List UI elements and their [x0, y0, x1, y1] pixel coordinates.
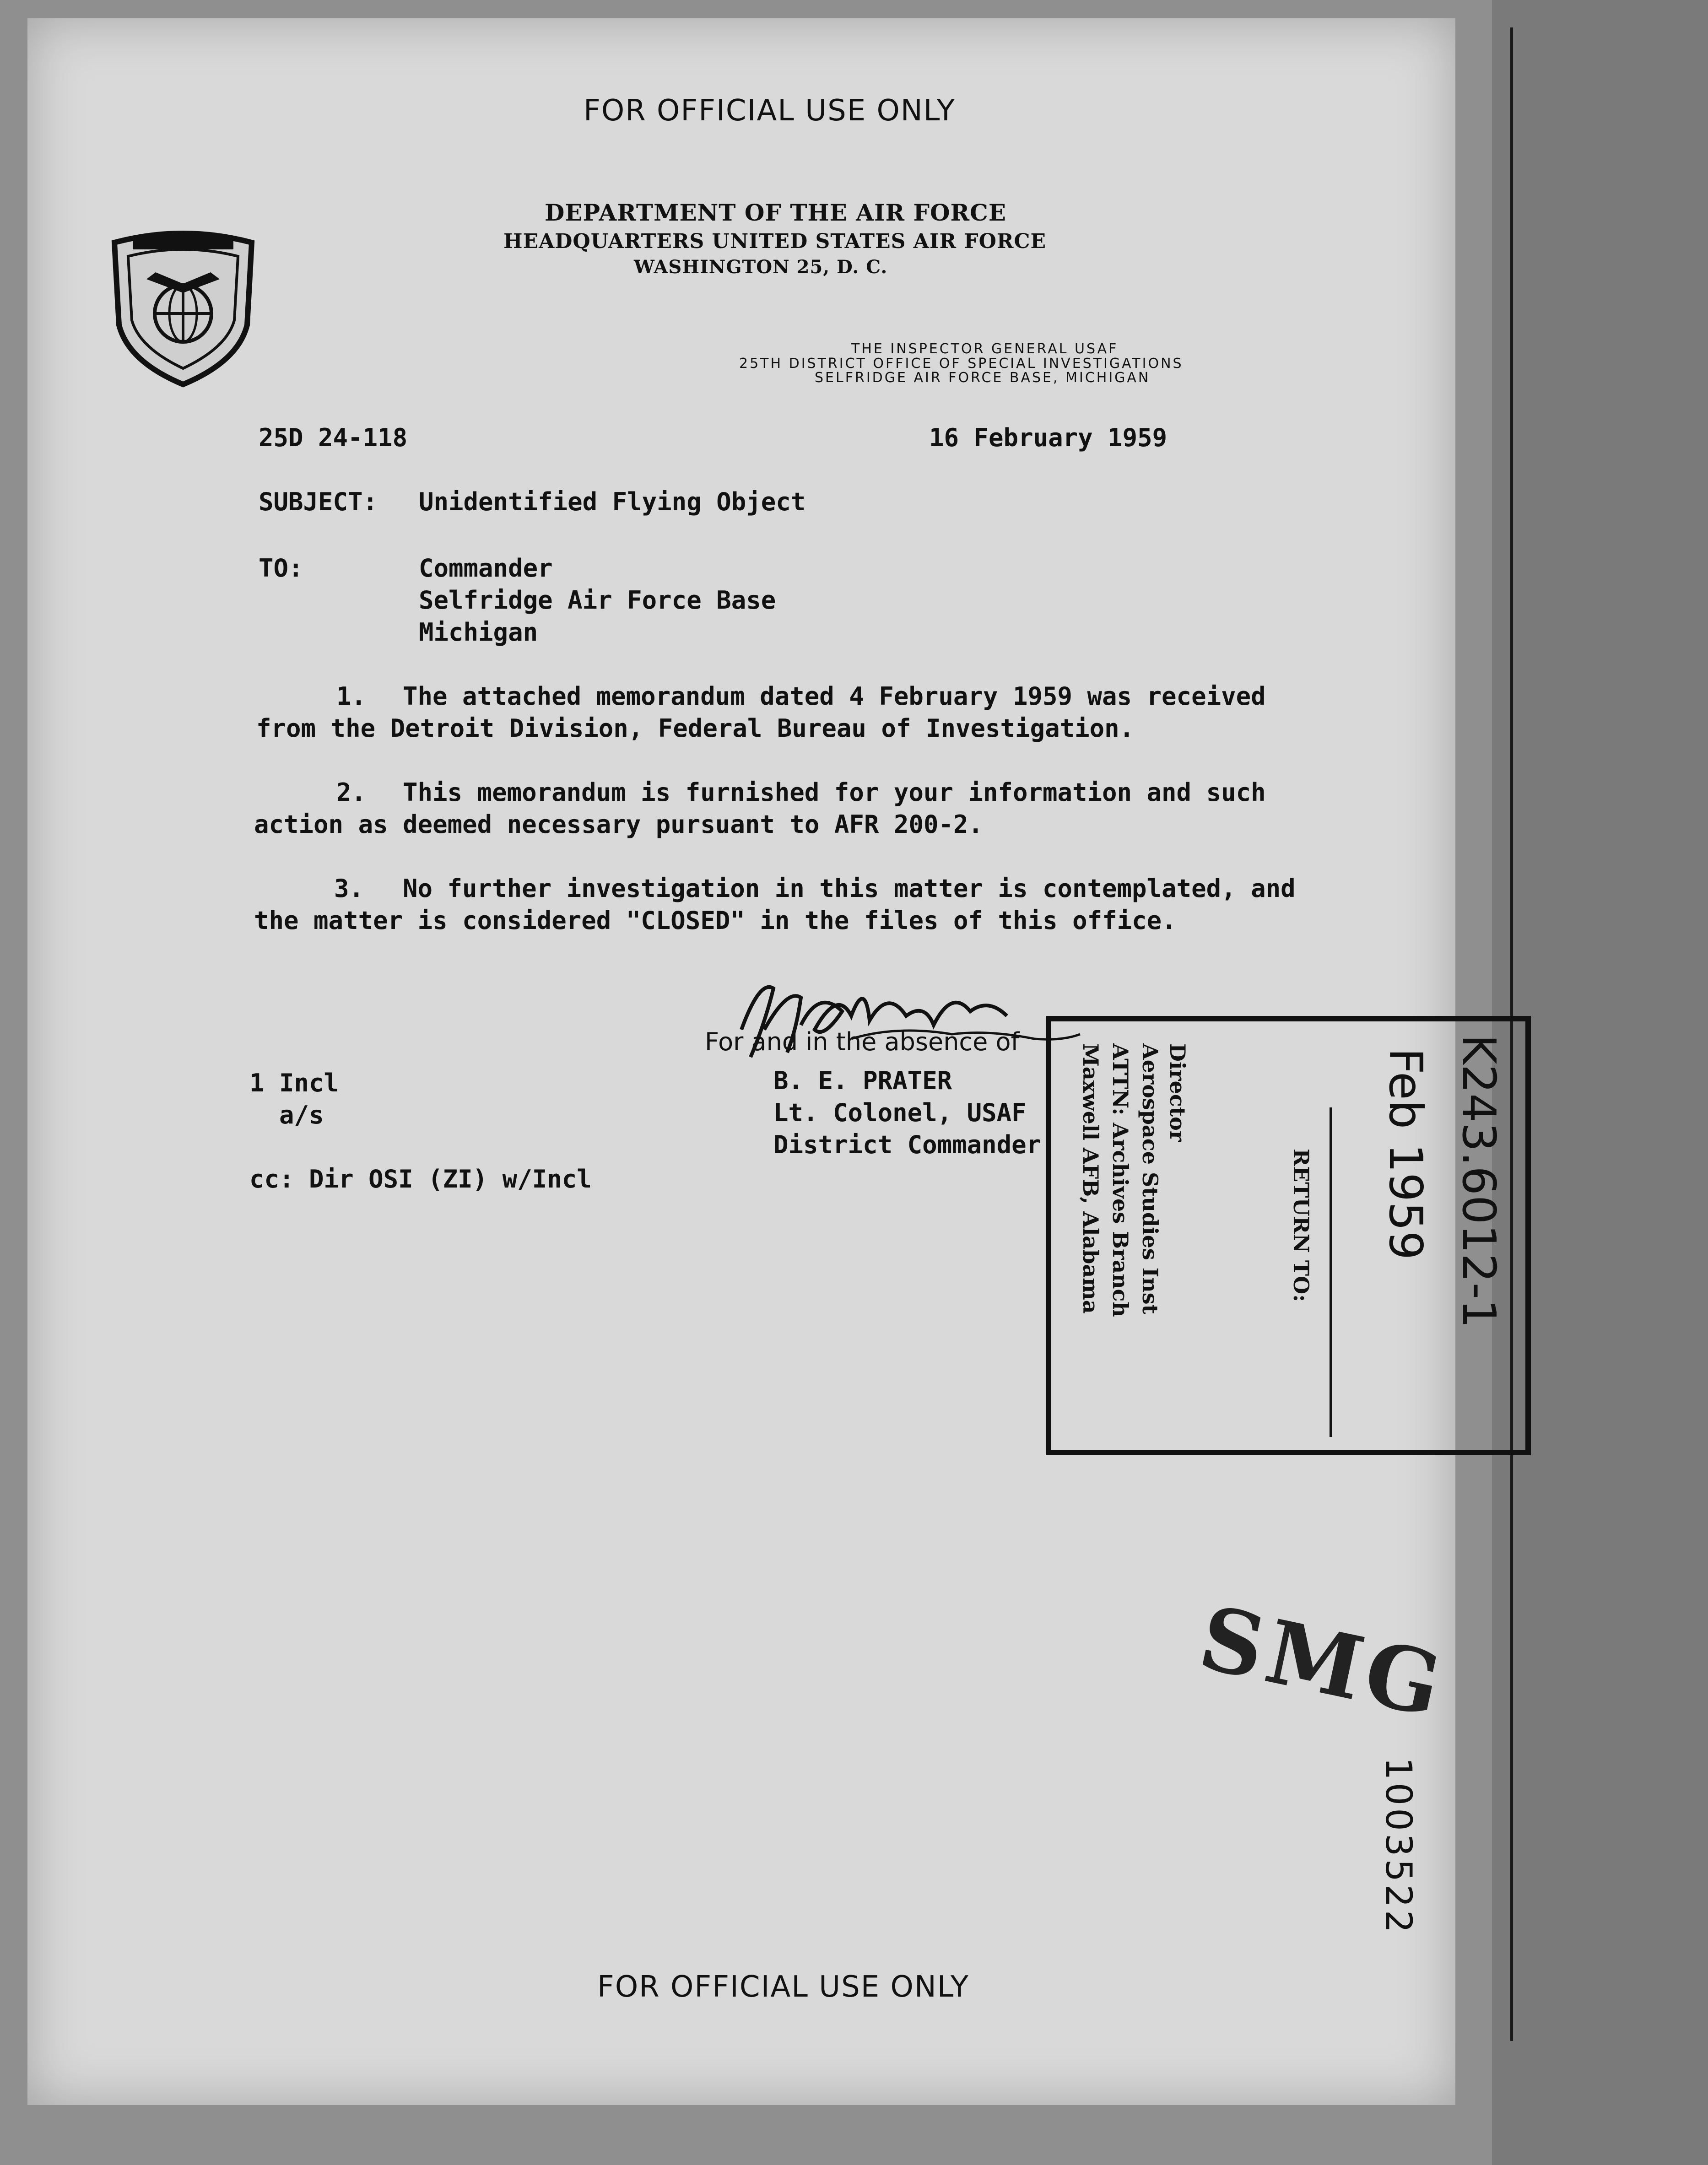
header-banner: FOR OFFICIAL USE ONLY [584, 94, 956, 128]
paragraph-2-line1: This memorandum is furnished for your information and such [403, 778, 1266, 807]
stamp-line3: ATTN: Archives Branch [1108, 1043, 1133, 1317]
stamp-line4: Maxwell AFB, Alabama [1078, 1043, 1103, 1314]
letterhead-line2: HEADQUARTERS UNITED STATES AIR FORCE [503, 230, 1047, 253]
office-line3: SELFRIDGE AIR FORCE BASE, MICHIGAN [815, 370, 1151, 386]
smg-stamp: SMG [1191, 1586, 1454, 1738]
to-line1: Commander [419, 554, 553, 583]
to-line2: Selfridge Air Force Base [419, 586, 776, 615]
letterhead-line3: WASHINGTON 25, D. C. [634, 256, 888, 278]
subject-label: SUBJECT: [259, 487, 378, 516]
paragraph-1-line2: from the Detroit Division, Federal Bureau of Investigation. [256, 714, 1135, 743]
bleed-through-text [137, 554, 143, 575]
enclosure-line2: a/s [279, 1101, 324, 1129]
subject-text: Unidentified Flying Object [419, 487, 806, 516]
to-label: TO: [259, 554, 303, 583]
cc-line: cc: Dir OSI (ZI) w/Incl [249, 1165, 592, 1193]
signer-rank: Lt. Colonel, USAF [773, 1098, 1027, 1127]
footer-banner: FOR OFFICIAL USE ONLY [597, 1970, 969, 2004]
office-line1: THE INSPECTOR GENERAL USAF [851, 341, 1119, 357]
paragraph-3-line2: the matter is considered "CLOSED" in the files of this office. [254, 906, 1177, 935]
paragraph-1-number: 1. [336, 682, 367, 711]
signature-for-line: For and in the absence of [705, 1027, 1020, 1056]
paragraph-3-line1: No further investigation in this matter is contemplated, and [403, 874, 1296, 903]
stamp-line1: Director [1165, 1043, 1190, 1142]
paragraph-2-line2: action as deemed necessary pursuant to AFR 200-2. [254, 810, 984, 839]
handwritten-call-number: K243.6012-1 [1452, 1034, 1506, 1328]
enclosure-line1: 1 Incl [249, 1069, 339, 1097]
paragraph-2-number: 2. [336, 778, 367, 807]
osi-seal [105, 224, 261, 389]
stamp-line2: Aerospace Studies Inst [1138, 1043, 1162, 1314]
paragraph-1-line1: The attached memorandum dated 4 February 1959 was received [403, 682, 1266, 711]
letterhead-line1: DEPARTMENT OF THE AIR FORCE [545, 199, 1006, 226]
stamp-return-to: RETURN TO: [1289, 1149, 1313, 1302]
signer-name: B. E. PRATER [773, 1066, 952, 1095]
document-date: 16 February 1959 [929, 423, 1167, 452]
handwritten-date: Feb 1959 [1379, 1048, 1432, 1260]
stamp-divider [1330, 1107, 1332, 1437]
paragraph-3-number: 3. [334, 874, 364, 903]
to-line3: Michigan [419, 618, 538, 647]
document-number: 1003522 [1378, 1757, 1419, 1936]
file-number: 25D 24-118 [259, 423, 408, 452]
office-line2: 25TH DISTRICT OFFICE OF SPECIAL INVESTIGATIONS [739, 356, 1184, 372]
signer-title: District Commander [773, 1130, 1042, 1159]
